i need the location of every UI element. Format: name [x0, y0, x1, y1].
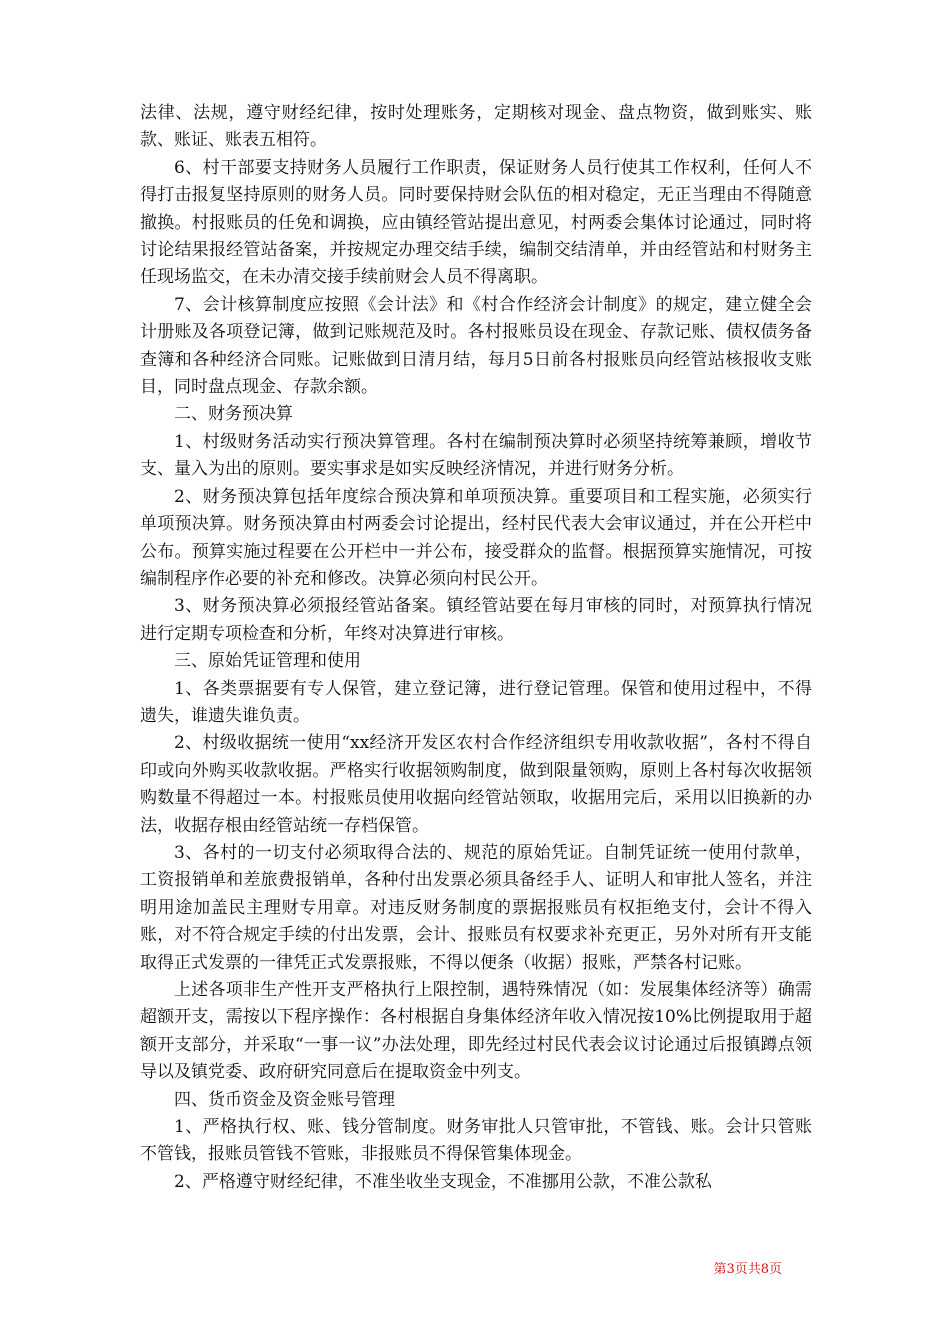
- section-heading-vouchers: 三、原始凭证管理和使用: [174, 651, 361, 672]
- paragraph-expense-limit: 上述各项非生产性开支严格执行上限控制，遇特殊情况（如：发展集体经济等）确需超额开支，需按以下程序操作：各村根据自身集体经济年收入情况按10%比例提取用于超额开支部分，并采取“一事一议”办法处理，即先经过村民代表会议讨论通过后报镇蹲点领导以及镇党委、政府研究同意后在提取资金中列支。: [140, 980, 812, 1083]
- paragraph-budget-1: 1、村级财务活动实行预决算管理。各村在编制预决算时必须坚持统筹兼顾，增收节支、量入为出的原则。要实事求是如实反映经济情况，并进行财务分析。: [140, 431, 812, 480]
- paragraph-continued: 法律、法规，遵守财经纪律，按时处理账务，定期核对现金、盘点物资，做到账实、账款、账证、账表五相符。: [140, 103, 812, 151]
- paragraph-vouchers-2: 2、村级收据统一使用“xx经济开发区农村合作经济组织专用收款收据”，各村不得自印或向外购买收款收据。严格实行收据领购制度，做到限量领购，原则上各村每次收据领购数量不得超过一本。村报账员使用收据向经管站领取，收据用完后，采用以旧换新的办法，收据存根由经管站统一存档保管。: [140, 733, 812, 836]
- document-body: [140, 100, 812, 1196]
- section-heading-budget: 二、财务预决算: [174, 404, 293, 425]
- paragraph-item-7: 7、会计核算制度应按照《会计法》和《村合作经济会计制度》的规定，建立健全会计册账及各项登记簿，做到记账规范及时。各村报账员设在现金、存款记账、债权债务备查簿和各种经济合同账。记账做到日清月结，每月5日前各村报账员向经管站核报收支账目，同时盘点现金、存款余额。: [140, 294, 812, 398]
- paragraph-funds-1: 1、严格执行权、账、钱分管制度。财务审批人只管审批，不管钱、账。会计只管账不管钱，报账员管钱不管账，非报账员不得保管集体现金。: [140, 1117, 812, 1165]
- paragraph-vouchers-1: 1、各类票据要有专人保管，建立登记簿，进行登记管理。保管和使用过程中，不得遗失，谁遗失谁负责。: [140, 678, 812, 726]
- section-heading-funds: 四、货币资金及资金账号管理: [174, 1089, 395, 1110]
- paragraph-vouchers-3: 3、各村的一切支付必须取得合法的、规范的原始凭证。自制凭证统一使用付款单，工资报销单和差旅费报销单，各种付出发票必须具备经手人、证明人和审批人签名，并注明用途加盖民主理财专用章。对违反财务制度的票据报账员有权拒绝支付，会计不得入账，对不符合规定手续的付出发票，会计、报账员有权要求补充更正，另外对所有开支能取得正式发票的一律凭正式发票报账，不得以便条（收据）报账，严禁各村记账。: [140, 842, 812, 973]
- paragraph-item-6: 6、村干部要支持财务人员履行工作职责，保证财务人员行使其工作权利，任何人不得打击报复坚持原则的财务人员。同时要保持财会队伍的相对稳定，无正当理由不得随意撤换。村报账员的任免和调换，应由镇经管站提出意见，村两委会集体讨论通过，同时将讨论结果报经管站备案，并按规定办理交结手续，编制交结清单，并由经管站和村财务主任现场监交，在未办清交接手续前财会人员不得离职。: [140, 157, 812, 288]
- paragraph-funds-2: 2、严格遵守财经纪律，不准坐收坐支现金，不准挪用公款，不准公款私: [174, 1171, 712, 1192]
- page-number: 第3页共8页: [713, 1262, 782, 1277]
- paragraph-budget-3: 3、财务预决算必须报经管站备案。镇经管站要在每月审核的同时，对预算执行情况进行定期专项检查和分析，年终对决算进行审核。: [140, 596, 812, 644]
- paragraph-budget-2: 2、财务预决算包括年度综合预决算和单项预决算。重要项目和工程实施，必须实行单项预决算。财务预决算由村两委会讨论提出，经村民代表大会审议通过，并在公开栏中公布。预算实施过程要在公开栏中一并公布，接受群众的监督。根据预算实施情况，可按编制程序作必要的补充和修改。决算必须向村民公开。: [140, 486, 812, 589]
